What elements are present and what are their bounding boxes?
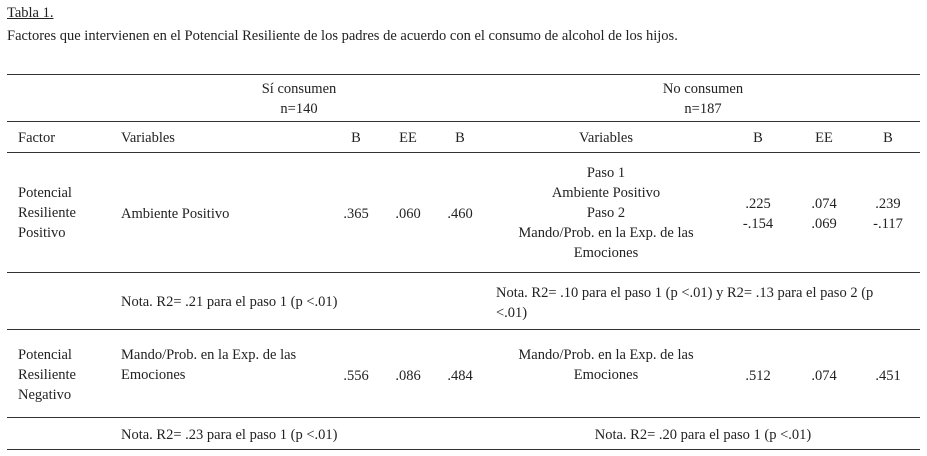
value-line: .225 bbox=[745, 196, 771, 212]
header-b1-no: B bbox=[753, 130, 763, 146]
si-negativo-variable bbox=[121, 345, 296, 385]
bottom-rule bbox=[7, 449, 920, 450]
no-negativo-b2: .451 bbox=[875, 368, 901, 384]
group-n-no: n=187 bbox=[684, 101, 722, 117]
group-title-si: Sí consumen bbox=[261, 81, 337, 97]
value-line: .239 bbox=[875, 196, 901, 212]
no-negativo-b1: .512 bbox=[745, 368, 771, 384]
factor-line: Positivo bbox=[18, 225, 66, 241]
variable-line: Emociones bbox=[573, 245, 639, 261]
header-b1-si: B bbox=[351, 130, 361, 146]
si-negativo-b1: .556 bbox=[343, 368, 369, 384]
variable-line: Mando/Prob. en la Exp. de las bbox=[518, 347, 694, 363]
group-header-si bbox=[262, 79, 337, 119]
factor-line: Potencial bbox=[18, 347, 72, 363]
no-negativo-variable bbox=[518, 345, 693, 385]
header-ee-si: EE bbox=[399, 130, 417, 146]
variable-line: Mando/Prob. en la Exp. de las bbox=[121, 347, 297, 363]
variable-line: Emociones bbox=[121, 367, 186, 383]
header-rule bbox=[7, 152, 920, 153]
variable-line: Emociones bbox=[573, 367, 639, 383]
header-factor: Factor bbox=[18, 130, 56, 146]
no-negativo-ee: .074 bbox=[811, 368, 837, 384]
nota-positivo-rule bbox=[7, 329, 920, 330]
si-negativo-b2: .484 bbox=[447, 368, 473, 384]
variable-line: Paso 2 bbox=[586, 205, 626, 221]
variable-line: Ambiente Positivo bbox=[551, 185, 661, 201]
row-negativo-rule bbox=[7, 417, 920, 418]
nota-line: Nota. R2= .10 para el paso 1 (p <.01) y R2= .13 para el paso 2 (p bbox=[496, 285, 874, 301]
group-rule bbox=[7, 121, 920, 122]
no-positivo-variables bbox=[518, 163, 693, 263]
no-positivo-b1 bbox=[743, 194, 773, 234]
value-line: -.117 bbox=[873, 216, 903, 232]
value-line: -.154 bbox=[742, 216, 774, 232]
value-line: .074 bbox=[811, 196, 837, 212]
si-negativo-ee: .086 bbox=[395, 368, 421, 384]
variable-line: Paso 1 bbox=[586, 165, 626, 181]
nota-negativo-si: Nota. R2= .23 para el paso 1 (p <.01) bbox=[121, 427, 338, 443]
table-caption: Factores que intervienen en el Potencial Resiliente de los padres de acuerdo con el consumo de alcohol de los hijos. bbox=[7, 28, 678, 44]
si-positivo-b1: .365 bbox=[343, 206, 369, 222]
group-n-si: n=140 bbox=[280, 101, 318, 117]
factor-line: Negativo bbox=[18, 387, 72, 403]
si-positivo-b2: .460 bbox=[447, 206, 473, 222]
row-positivo-rule bbox=[7, 272, 920, 273]
table-title bbox=[7, 3, 54, 23]
variable-line: Mando/Prob. en la Exp. de las bbox=[518, 225, 694, 241]
nota-positivo-si: Nota. R2= .21 para el paso 1 (p <.01) bbox=[121, 294, 338, 310]
header-b2-si: B bbox=[455, 130, 465, 146]
top-rule bbox=[7, 74, 920, 75]
factor-positivo bbox=[18, 183, 76, 243]
factor-line: Potencial bbox=[18, 185, 72, 201]
group-header-no bbox=[663, 79, 743, 119]
nota-positivo-no bbox=[496, 283, 873, 323]
value-line: .069 bbox=[811, 216, 837, 232]
nota-negativo-no: Nota. R2= .20 para el paso 1 (p <.01) bbox=[594, 427, 812, 443]
no-positivo-ee bbox=[811, 194, 836, 234]
header-b2-no: B bbox=[883, 130, 893, 146]
factor-negativo bbox=[18, 345, 76, 405]
header-ee-no: EE bbox=[815, 130, 833, 146]
table-label-suffix: . bbox=[49, 5, 54, 21]
header-variables-si: Variables bbox=[121, 130, 175, 146]
factor-line: Resiliente bbox=[18, 367, 76, 383]
nota-line: <.01) bbox=[496, 305, 528, 321]
table-label: Tabla 1 bbox=[7, 5, 50, 21]
factor-line: Resiliente bbox=[18, 205, 76, 221]
group-title-no: No consumen bbox=[662, 81, 744, 97]
si-positivo-ee: .060 bbox=[395, 206, 421, 222]
no-positivo-b2 bbox=[873, 194, 903, 234]
si-positivo-variable: Ambiente Positivo bbox=[121, 206, 230, 222]
header-variables-no: Variables bbox=[579, 130, 633, 146]
